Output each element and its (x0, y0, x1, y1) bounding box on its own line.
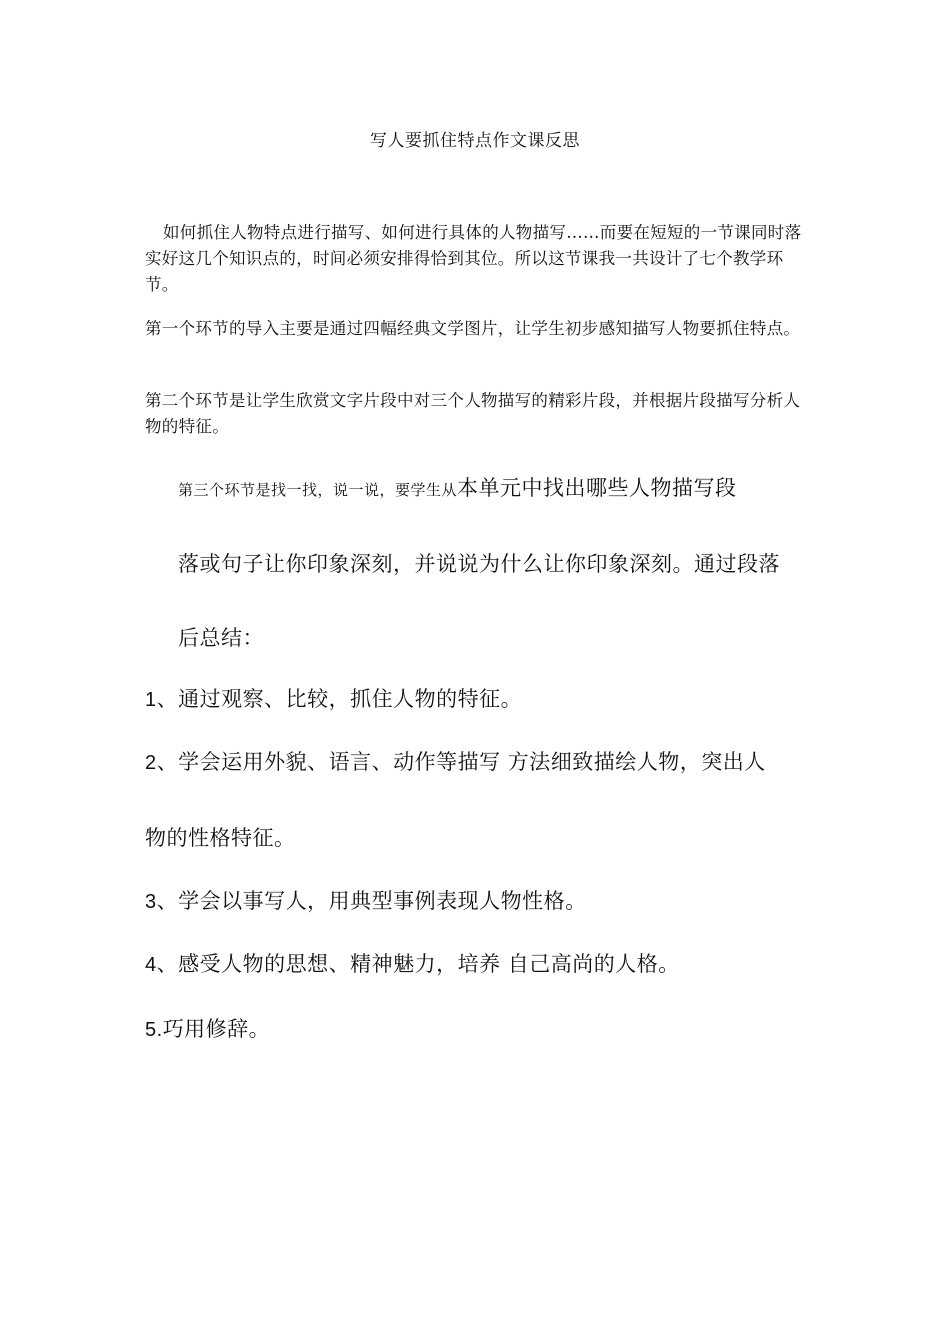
list-item (145, 746, 766, 776)
paragraph-intro: 如何抓住人物特点进行描写、如何进行具体的人物描写……而要在短短的一节课同时落实好这几个知识点的，时间必须安排得恰到其位。所以这节课我一共设计了七个教学环节。 (145, 223, 802, 294)
document-title: 写人要抓住特点作文课反思 (370, 131, 580, 151)
paragraph-step-three-line-3: 后总结： (178, 626, 264, 650)
list-item-text: 巧用修辞。 (162, 1017, 271, 1041)
list-item-number: 3 (145, 891, 157, 913)
list-item-text: 、学会以事写人，用典型事例表现人物性格。 (156, 889, 587, 913)
list-item (145, 1013, 270, 1043)
paragraph-step-three-small-text: 第三个环节是找一找，说一说，要学生从 (178, 481, 458, 499)
paragraph-step-two: 第二个环节是让学生欣赏文字片段中对三个人物描写的精彩片段，并根据片段描写分析人物的特征。 (145, 391, 801, 436)
list-item-number: 2 (145, 752, 157, 774)
list-item (145, 948, 680, 978)
paragraph-step-three-large-text: 本单元中找出哪些人物描写段 (457, 476, 737, 500)
list-item-number: 5. (145, 1019, 163, 1041)
list-item-text: 、通过观察、比较，抓住人物的特征。 (156, 687, 523, 711)
list-item-text: 、学会运用外貌、语言、动作等描写 方法细致描绘人物，突出人 (156, 750, 766, 774)
list-item-continuation: 物的性格特征。 (145, 826, 296, 850)
list-item-number: 1 (145, 689, 157, 711)
paragraph-step-three-line-1 (178, 472, 737, 502)
list-item (145, 885, 587, 915)
list-item (145, 683, 522, 713)
paragraph-step-three-line-2: 落或句子让你印象深刻，并说说为什么让你印象深刻。通过段落 (178, 552, 780, 576)
paragraph-step-one: 第一个环节的导入主要是通过四幅经典文学图片，让学生初步感知描写人物要抓住特点。 (145, 319, 801, 338)
list-item-number: 4 (145, 954, 157, 976)
list-item-text: 、感受人物的思想、精神魅力，培养 自己高尚的人格。 (156, 952, 680, 976)
